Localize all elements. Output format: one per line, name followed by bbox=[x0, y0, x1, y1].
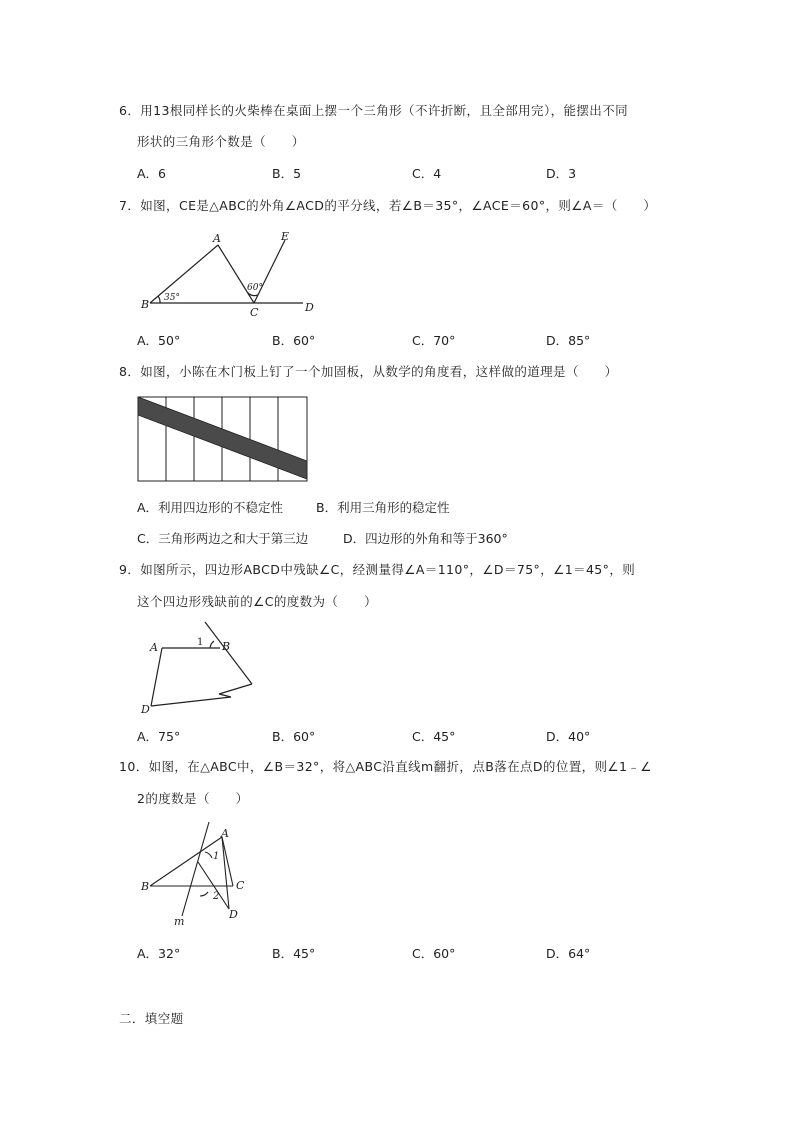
q7-angle-b-value: 35° bbox=[164, 293, 180, 303]
q10-line-m bbox=[182, 822, 209, 916]
q6-stem-line2: 形状的三角形个数是（ ） bbox=[137, 134, 305, 149]
q10-option-a: A．32° bbox=[137, 946, 181, 961]
q6-option-b: B．5 bbox=[272, 166, 302, 181]
q8-stem-line1: 8．如图，小陈在木门板上钉了一个加固板，从数学的角度看，这样做的道理是（ ） bbox=[119, 364, 618, 379]
q9-stem-line1: 9．如图所示，四边形ABCD中残缺∠C，经测量得∠A＝110°，∠D＝75°，∠1＝45°，则 bbox=[119, 562, 636, 577]
q6-stem-line1: 6．用13根同样长的火柴棒在桌面上摆一个三角形（不许折断，且全部用完），能摆出不同 bbox=[119, 103, 629, 118]
q10-option-b: B．45° bbox=[272, 946, 316, 961]
q7-option-d: D．85° bbox=[546, 333, 591, 348]
q10-label-d: D bbox=[229, 908, 238, 921]
q9-label-d: D bbox=[141, 703, 150, 716]
q7-label-e: E bbox=[281, 230, 290, 243]
q9-option-d: D．40° bbox=[546, 729, 591, 744]
q10-angle-1-label: 1 bbox=[213, 851, 220, 862]
q6-option-a: A．6 bbox=[137, 166, 167, 181]
q9-angle-1-label: 1 bbox=[197, 637, 204, 648]
q8-option-b: B．利用三角形的稳定性 bbox=[316, 500, 450, 515]
q7-angle-c-value: 60° bbox=[247, 283, 263, 293]
q9-option-a: A．75° bbox=[137, 729, 181, 744]
q7-option-c: C．70° bbox=[412, 333, 456, 348]
q10-label-m: m bbox=[174, 915, 185, 928]
q10-option-c: C．60° bbox=[412, 946, 456, 961]
q6-option-d: D．3 bbox=[546, 166, 577, 181]
q7-option-b: B．60° bbox=[272, 333, 316, 348]
q10-angle-2-label: 2 bbox=[213, 891, 220, 902]
q10-stem-line1: 10．如图，在△ABC中，∠B＝32°，将△ABC沿直线m翻折，点B落在点D的位置，则∠1﹣∠ bbox=[119, 759, 652, 774]
q8-option-c: C．三角形两边之和大于第三边 bbox=[137, 531, 309, 546]
q9-option-c: C．45° bbox=[412, 729, 456, 744]
q10-label-a: A bbox=[221, 827, 229, 840]
q7-label-d: D bbox=[305, 301, 314, 314]
q9-label-b: B bbox=[222, 640, 231, 653]
q7-label-a: A bbox=[213, 232, 221, 245]
q7-stem-line1: 7．如图，CE是△ABC的外角∠ACD的平分线，若∠B＝35°，∠ACE＝60°，则∠A＝（ ） bbox=[119, 198, 657, 213]
q10-option-d: D．64° bbox=[546, 946, 591, 961]
q10-stem-line2: 2的度数是（ ） bbox=[137, 791, 249, 806]
q9-label-a: A bbox=[150, 641, 158, 654]
q7-label-c: C bbox=[250, 306, 259, 319]
q8-option-d: D．四边形的外角和等于360° bbox=[343, 531, 508, 546]
section-heading-fill-in-blank: 二．填空题 bbox=[119, 1011, 184, 1026]
q8-option-a: A．利用四边形的不稳定性 bbox=[137, 500, 284, 515]
q7-label-b: B bbox=[141, 298, 150, 311]
q6-option-c: C．4 bbox=[412, 166, 442, 181]
q9-option-b: B．60° bbox=[272, 729, 316, 744]
q10-label-b: B bbox=[141, 880, 150, 893]
q10-label-c: C bbox=[236, 879, 245, 892]
q7-option-a: A．50° bbox=[137, 333, 181, 348]
q9-stem-line2: 这个四边形残缺前的∠C的度数为（ ） bbox=[137, 594, 378, 609]
